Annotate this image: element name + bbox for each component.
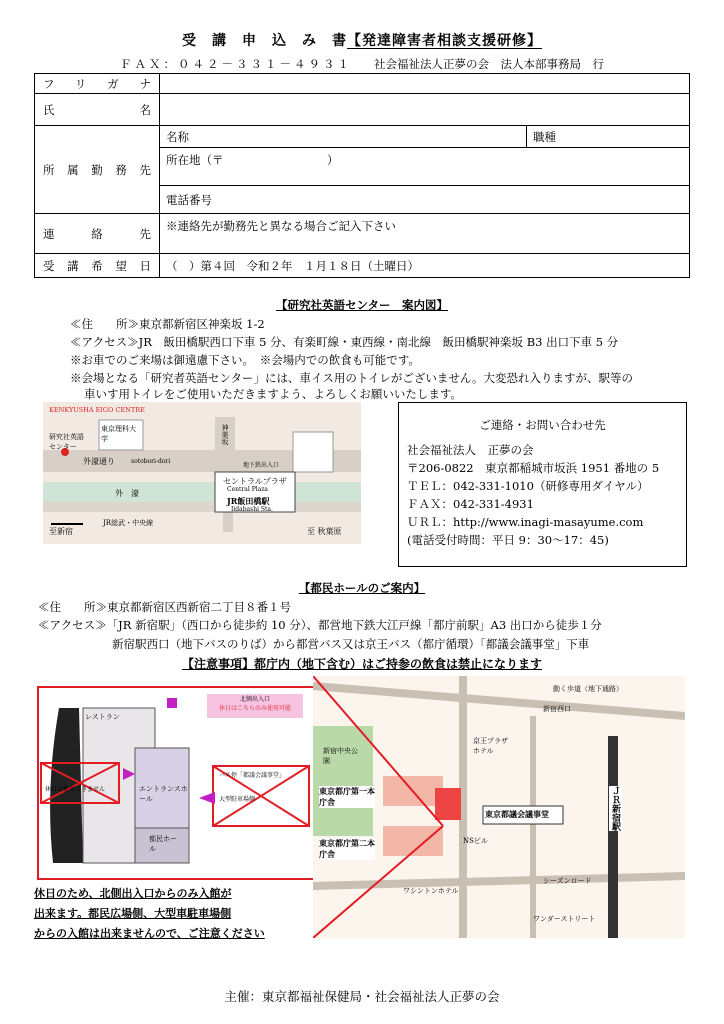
to-shinjuku-label: 至新宿 xyxy=(49,527,73,536)
bus-stop-label: バス停「都議会議事堂」 xyxy=(219,772,286,779)
gikai-label: 東京都議会議事堂 xyxy=(485,809,549,819)
season-road-label: シーズンロード xyxy=(543,877,592,885)
address-field[interactable]: 所在地（〒 ） xyxy=(160,148,690,186)
center-label: 研究社英語センター xyxy=(49,433,84,451)
restaurant-label: レストラン xyxy=(85,713,120,721)
central-plaza-en-label: Central Plaza xyxy=(227,486,268,493)
fax-line: ＦＡＸ：０４２－３３１－４９３１ 社会福祉法人正夢の会 法人本部事務局 行 xyxy=(120,57,604,71)
holiday-notice: 休日のため、北側出入口からのみ入館が 出来ます。都民広場側、大型車駐車場側 からの入館は出来ませんので、ご注意ください xyxy=(34,887,265,940)
affiliation-label: 所属勤務先 xyxy=(35,126,160,214)
contact-heading: ご連絡・お問い合わせ先 xyxy=(479,418,606,432)
wonder-street-label: ワンダーストリート xyxy=(533,915,596,923)
page-title: 受 講 申 込 み 書【発達障害者相談支援研修】 xyxy=(182,33,542,49)
central-plaza-label: セントラルプラザ xyxy=(223,477,287,486)
job-type-field[interactable]: 職種 xyxy=(527,126,690,148)
contact-url[interactable]: ＵＲＬ：http://www.inagi-masayume.com xyxy=(407,515,644,529)
venue2-heading: 【都民ホールのご案内】 xyxy=(298,581,426,595)
desired-date-field[interactable]: （ ）第４回 令和２年 １月１８日（土曜日） xyxy=(160,254,690,278)
caution-heading: 【注意事項】都庁内（地下含む）はご持参の飲食は禁止になります xyxy=(181,657,542,671)
entrance-hall-label: エントランスホール xyxy=(139,785,188,803)
furigana-label: フリガナ xyxy=(35,74,160,94)
name-label: 氏名 xyxy=(35,94,160,126)
parking-side-label: 大型駐車場側 xyxy=(219,796,256,803)
nishiguchi-label: 新宿西口 xyxy=(543,705,571,713)
contact-postal: 〒206-0822 東京都稲城市坂浜 1951 番地の 5 xyxy=(407,461,660,475)
contact-tel: ＴＥＬ：042-331-1010（研修専用ダイヤル） xyxy=(407,479,649,493)
station-en-label: Iidabashi Sta. xyxy=(231,506,273,513)
floor-map xyxy=(37,686,319,880)
area-map xyxy=(313,676,685,938)
sotobori-label: 外濠通り xyxy=(83,457,115,466)
org-name-field[interactable]: 名称 xyxy=(160,126,527,148)
univ-label: 東京理科大学 xyxy=(101,425,136,443)
moving-walkway-label: 動く歩道（地下通路） xyxy=(553,685,623,693)
sobu-line-label: JR総武・中央線 xyxy=(103,519,154,527)
venue2-access-2: 新宿駅西口（地下バスのりば）から都営バス又は京王バス（都庁循環）「都議会議事堂」下車 xyxy=(112,637,590,651)
contact-field[interactable]: ※連絡先が勤務先と異なる場合ご記入下さい xyxy=(160,214,690,254)
venue1-car-note: ※お車でのご来場は御遠慮下さい。 ※会場内での飲食も可能です。 xyxy=(70,353,420,367)
phone-field[interactable]: 電話番号 xyxy=(160,186,690,214)
venue1-access: ≪アクセス≫JR 飯田橋駅西口下車 5 分、有楽町線・東西線・南北線 飯田橋駅神楽坂 B3 出口下車 5 分 xyxy=(70,335,619,349)
venue1-address: ≪住 所≫東京都新宿区神楽坂 1-2 xyxy=(70,317,265,331)
venue1-map xyxy=(43,402,361,544)
contact-fax: ＦＡＸ：042-331-4931 xyxy=(407,497,534,511)
venue1-heading: 【研究社英語センター 案内図】 xyxy=(275,298,449,312)
sotobori-en-label: sotobori-dori xyxy=(131,458,171,465)
tomin-hall-label: 都民ホール xyxy=(149,835,177,853)
organizer-footer: 主催：東京都福祉保健局・社会福祉法人正夢の会 xyxy=(224,989,500,1004)
jr-shinjuku-label: ＪＲ新宿駅 xyxy=(610,786,620,831)
application-form xyxy=(34,73,690,278)
venue2-access: ≪アクセス≫「JR 新宿駅」（西口から徒歩約 10 分）、都営地下鉄大江戸線「都庁前駅」A3 出口から徒歩１分 xyxy=(38,618,602,632)
tocho1-label: 東京都庁第一本庁舎 xyxy=(319,786,375,807)
north-entrance-note: 休日はこちらのみ使用可能 xyxy=(218,705,291,712)
ns-bldg-label: NSビル xyxy=(463,837,488,845)
furigana-field[interactable] xyxy=(160,74,690,94)
central-park-label: 新宿中央公園 xyxy=(323,747,358,765)
venue1-toilet-note: ※会場となる「研究者英語センター」には、車イス用のトイレがございません。大変恐れ入りますが、駅等の xyxy=(70,371,634,385)
desired-date-label: 受講希望日 xyxy=(35,254,160,278)
kagurazaka-label: 神楽坂 xyxy=(221,424,229,445)
name-field[interactable] xyxy=(160,94,690,126)
contact-label: 連絡先 xyxy=(35,214,160,254)
to-akihabara-label: 至 秋葉原 xyxy=(307,527,342,536)
center-label-en: KENKYUSHA EIGO CENTRE xyxy=(49,406,145,414)
keio-plaza-label: 京王プラザホテル xyxy=(473,737,508,755)
contact-hours: (電話受付時間：平日 9：30～17：45) xyxy=(407,533,609,547)
contact-org: 社会福祉法人 正夢の会 xyxy=(407,443,534,457)
moat-label: 外 濠 xyxy=(115,489,139,498)
contact-box xyxy=(398,402,687,567)
closed-entrance-label: 休日は使用できません xyxy=(45,786,106,793)
venue2-address: ≪住 所≫東京都新宿区西新宿二丁目８番１号 xyxy=(38,600,291,614)
north-entrance-label: 北側出入口 xyxy=(239,696,270,703)
venue1-toilet-note-2: 車いす用トイレをご使用いただきますよう、よろしくお願いいたします。 xyxy=(84,387,463,401)
station-label: JR飯田橋駅 xyxy=(227,496,270,506)
washington-hotel-label: ワシントンホテル xyxy=(403,887,459,895)
subway-entrance-label: 地下鉄出入口 xyxy=(243,462,280,469)
tocho2-label: 東京都庁第二本庁舎 xyxy=(319,838,375,859)
